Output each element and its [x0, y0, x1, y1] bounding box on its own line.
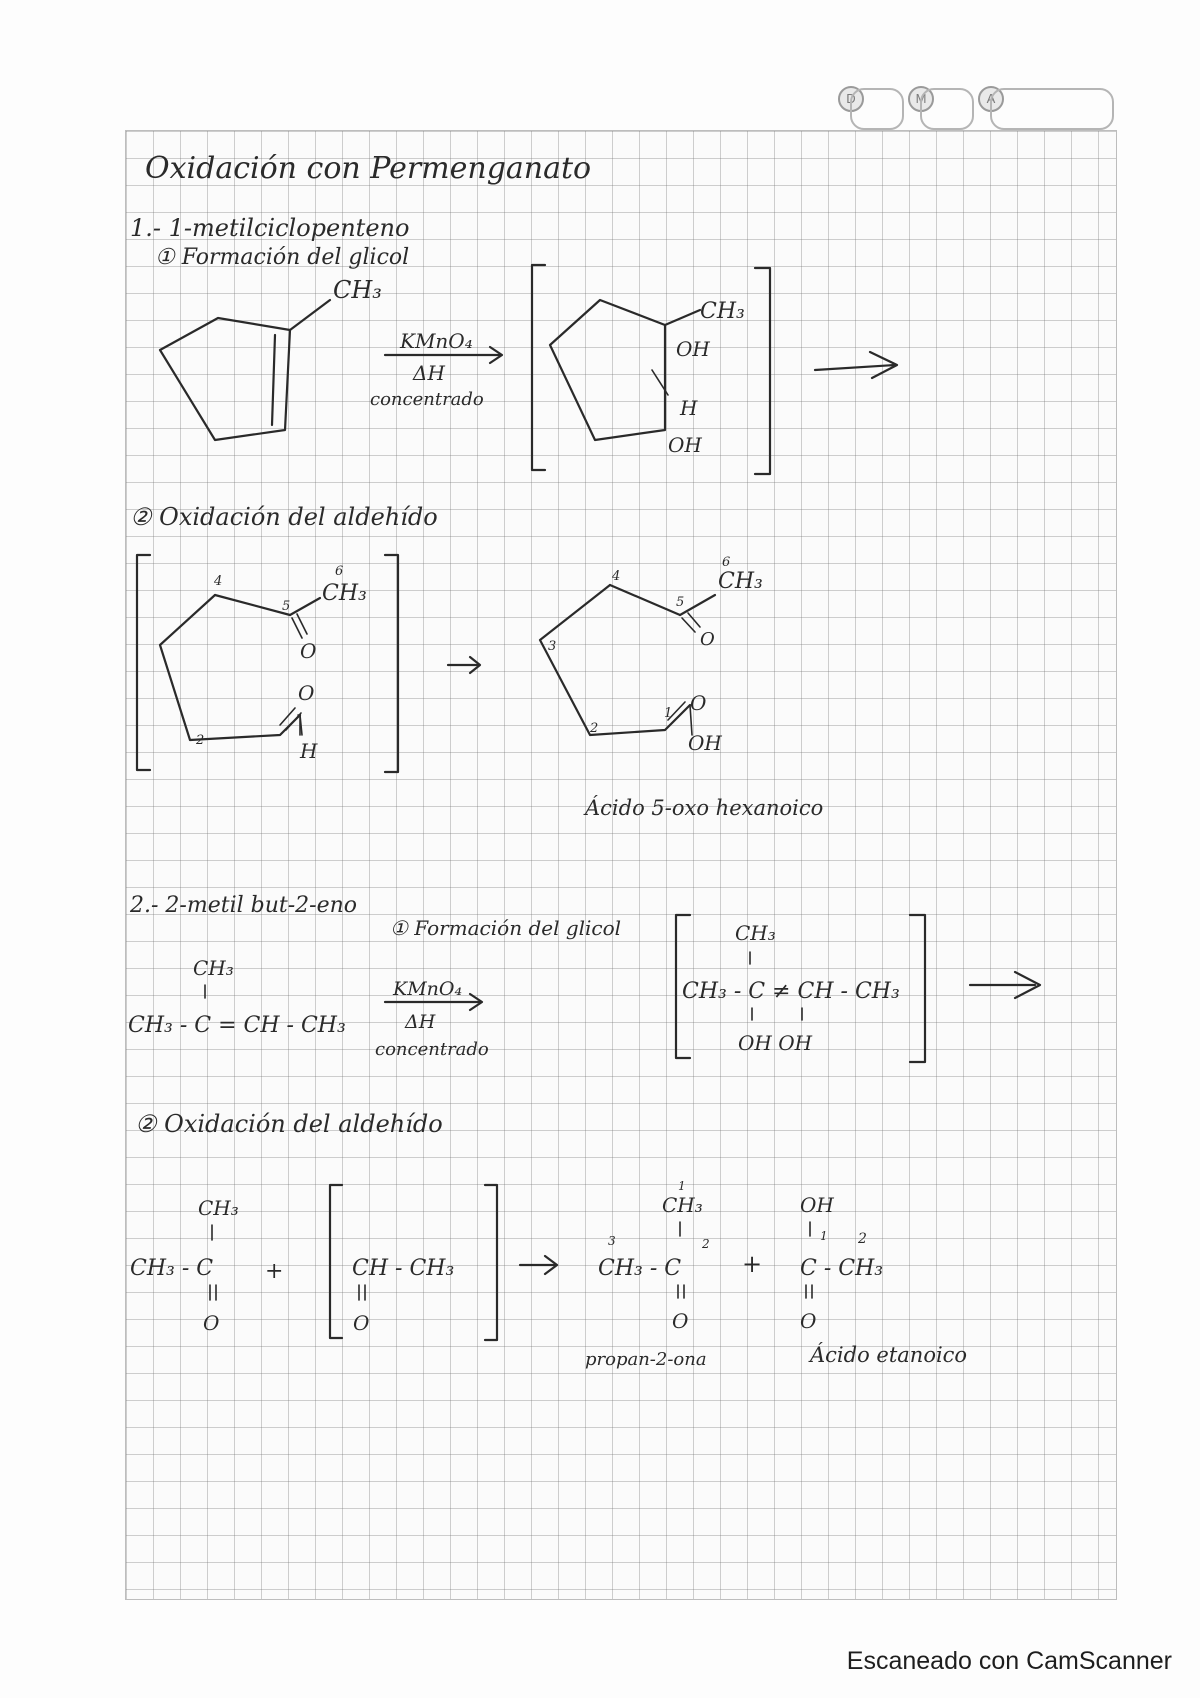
prod-num-6: 6 — [722, 555, 731, 570]
glycol-ch3-label: CH₃ — [700, 299, 745, 324]
prod2-top-oh: OH — [800, 1193, 834, 1217]
glycol-h-label: H — [680, 396, 698, 420]
glycol2-oh-groups: OH OH — [738, 1031, 813, 1055]
prod2-formula: C - CH₃ — [800, 1256, 884, 1281]
prod-num-3: 3 — [548, 639, 557, 654]
section2-step1: ① Formación del glicol — [390, 916, 622, 940]
prod-num-5: 5 — [676, 595, 685, 610]
methylcyclopentene-structure — [160, 276, 382, 440]
fragment-aldehyde — [330, 1185, 497, 1340]
propanone-structure — [585, 1179, 710, 1370]
header-month-badge: M — [908, 86, 934, 112]
section1-condition: ΔH — [413, 361, 445, 385]
prod1-formula: CH₃ - C — [598, 1256, 682, 1281]
prod2-name: Ácido etanoico — [810, 1343, 968, 1367]
prod2-o: O — [800, 1309, 817, 1333]
fragment-ketone — [130, 1196, 239, 1335]
ethanoic-acid-structure — [800, 1193, 967, 1367]
section1-heading: 1.- 1-metilciclopenteno — [130, 214, 410, 242]
prod1-name: propan-2-ona — [585, 1349, 707, 1370]
glycol2-formula: CH₃ - C ≠ CH - CH₃ — [682, 979, 900, 1004]
section1-note: concentrado — [370, 389, 484, 410]
int-ketone-o: O — [300, 639, 317, 663]
section2-heading: 2.- 2-metil but-2-eno — [130, 893, 358, 918]
prod-ch3-label: CH₃ — [718, 569, 763, 594]
continue-arrow-2 — [448, 657, 480, 673]
int-num-6: 6 — [335, 564, 344, 579]
section1-step1: ① Formación del glicol — [155, 245, 410, 270]
frag2-formula: CH - CH₃ — [352, 1256, 455, 1281]
prod-acid-o: O — [690, 691, 707, 715]
section2-plus-2: + — [742, 1250, 763, 1278]
continue-arrow-4 — [520, 1256, 557, 1274]
section1-reagent-arrow — [370, 329, 502, 410]
section2-note: concentrado — [375, 1039, 489, 1060]
reactant2-formula: CH₃ - C = CH - CH₃ — [128, 1013, 346, 1038]
section1-product-name: Ácido 5-oxo hexanoico — [585, 796, 824, 820]
frag1-formula: CH₃ - C — [130, 1256, 214, 1281]
prod1-num-top: 1 — [678, 1179, 686, 1193]
frag2-o: O — [353, 1311, 370, 1335]
int-ch3-label: CH₃ — [322, 581, 367, 606]
section2-plus-1: + — [265, 1259, 284, 1284]
frag1-top-ch3: CH₃ — [198, 1196, 239, 1220]
continue-arrow-1 — [815, 352, 897, 378]
glycol-intermediate-2 — [676, 915, 925, 1062]
prod-num-4: 4 — [612, 569, 621, 584]
glycol-intermediate-1 — [532, 265, 770, 474]
header-year-badge: A — [978, 86, 1004, 112]
prod-ketone-o: O — [700, 629, 715, 650]
prod-acid-oh: OH — [688, 731, 722, 755]
int-num-5: 5 — [282, 599, 291, 614]
section2-reagent: KMnO₄ — [393, 978, 463, 1000]
prod1-o: O — [672, 1309, 689, 1333]
methylbutene-structure — [128, 956, 346, 1038]
int-num-4: 4 — [214, 574, 223, 589]
int-aldehyde-o: O — [298, 681, 315, 705]
section1-step2: ② Oxidación del aldehído — [130, 503, 438, 531]
prod1-num-left: 3 — [608, 1234, 616, 1248]
int-num-2: 2 — [196, 733, 205, 748]
oxohexanoic-acid-structure — [540, 555, 763, 755]
glycol-oh2-label: OH — [668, 433, 702, 457]
page-title: Oxidación con Permenganato — [145, 151, 592, 186]
prod2-num-c: 1 — [820, 1229, 828, 1243]
prod2-num-r: 2 — [858, 1231, 867, 1247]
section2-step2: ② Oxidación del aldehído — [135, 1110, 443, 1138]
prod-num-1: 1 — [664, 706, 673, 721]
frag1-o: O — [203, 1311, 220, 1335]
dicarbonyl-intermediate — [137, 555, 398, 772]
section2-condition: ΔH — [405, 1011, 436, 1033]
continue-arrow-3 — [970, 972, 1040, 998]
prod1-num-c: 2 — [702, 1237, 710, 1251]
prod1-top-ch3: CH₃ — [662, 1193, 703, 1217]
glycol-oh1-label: OH — [676, 337, 710, 361]
header-day-badge: D — [838, 86, 864, 112]
camscanner-watermark: Escaneado con CamScanner — [846, 1647, 1172, 1675]
int-aldehyde-h: H — [300, 739, 318, 763]
section1-reagent: KMnO₄ — [400, 329, 473, 353]
reactant-ch3-label: CH₃ — [333, 276, 382, 304]
prod-num-2: 2 — [590, 721, 599, 736]
section2-reagent-arrow — [375, 978, 489, 1060]
reactant2-top-ch3: CH₃ — [193, 956, 234, 980]
glycol2-top-ch3: CH₃ — [735, 921, 776, 945]
